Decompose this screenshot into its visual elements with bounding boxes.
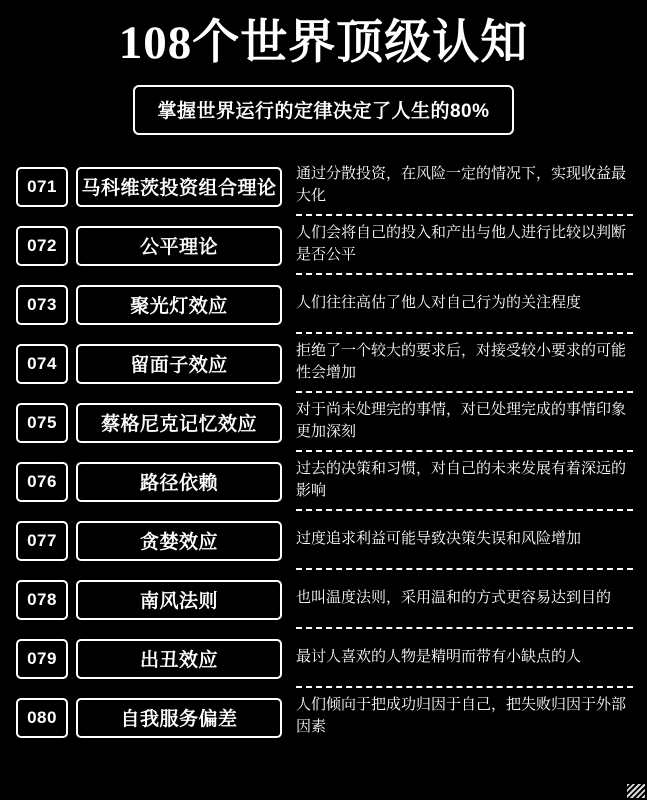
entry-name: 南风法则	[76, 580, 282, 620]
list-item	[16, 393, 633, 452]
entry-name: 自我服务偏差	[76, 698, 282, 738]
list-item	[16, 216, 633, 275]
entry-number: 080	[16, 698, 68, 738]
entry-description: 拒绝了一个较大的要求后，对接受较小要求的可能性会增加	[296, 341, 627, 381]
entry-number: 079	[16, 639, 68, 679]
list-item	[16, 629, 633, 688]
entry-name: 马科维茨投资组合理论	[76, 167, 282, 207]
entry-name: 路径依赖	[76, 462, 282, 502]
entry-description: 最讨人喜欢的人物是精明而带有小缺点的人	[296, 647, 582, 665]
entry-description-cell	[296, 688, 633, 747]
entry-description: 对于尚未处理完的事情，对已处理完成的事情印象更加深刻	[296, 400, 627, 440]
entry-description-cell	[296, 629, 633, 688]
list-item	[16, 275, 633, 334]
page-title: 108个世界顶级认知	[118, 17, 529, 69]
entry-description: 人们往往高估了他人对自己行为的关注程度	[296, 293, 582, 311]
entry-description-cell	[296, 452, 633, 511]
entry-number: 073	[16, 285, 68, 325]
entry-list	[0, 157, 647, 747]
entry-number: 074	[16, 344, 68, 384]
entry-description-cell	[296, 511, 633, 570]
entry-description-cell	[296, 570, 633, 629]
entry-number: 077	[16, 521, 68, 561]
list-item	[16, 688, 633, 747]
entry-description-cell	[296, 216, 633, 275]
entry-name: 公平理论	[76, 226, 282, 266]
list-item	[16, 157, 633, 216]
entry-description: 人们倾向于把成功归因于自己，把失败归因于外部因素	[296, 695, 627, 735]
entry-name: 聚光灯效应	[76, 285, 282, 325]
entry-number: 072	[16, 226, 68, 266]
entry-number: 075	[16, 403, 68, 443]
entry-description: 通过分散投资，在风险一定的情况下，实现收益最大化	[296, 164, 627, 204]
entry-description-cell	[296, 275, 633, 334]
entry-description: 人们会将自己的投入和产出与他人进行比较以判断是否公平	[296, 223, 627, 263]
entry-description: 过去的决策和习惯，对自己的未来发展有着深远的影响	[296, 459, 627, 499]
entry-name: 贪婪效应	[76, 521, 282, 561]
list-item	[16, 511, 633, 570]
corner-watermark	[627, 784, 645, 798]
entry-number: 078	[16, 580, 68, 620]
entry-description-cell	[296, 334, 633, 393]
entry-number: 071	[16, 167, 68, 207]
entry-name: 留面子效应	[76, 344, 282, 384]
subtitle-container	[0, 85, 647, 135]
entry-description: 也叫温度法则，采用温和的方式更容易达到目的	[296, 588, 612, 606]
entry-name: 出丑效应	[76, 639, 282, 679]
list-item	[16, 570, 633, 629]
list-item	[16, 452, 633, 511]
entry-description-cell	[296, 393, 633, 452]
entry-name: 蔡格尼克记忆效应	[76, 403, 282, 443]
page-subtitle: 掌握世界运行的定律决定了人生的80%	[133, 85, 513, 135]
entry-description: 过度追求利益可能导致决策失误和风险增加	[296, 529, 582, 547]
entry-description-cell	[296, 157, 633, 216]
list-item	[16, 334, 633, 393]
entry-number: 076	[16, 462, 68, 502]
